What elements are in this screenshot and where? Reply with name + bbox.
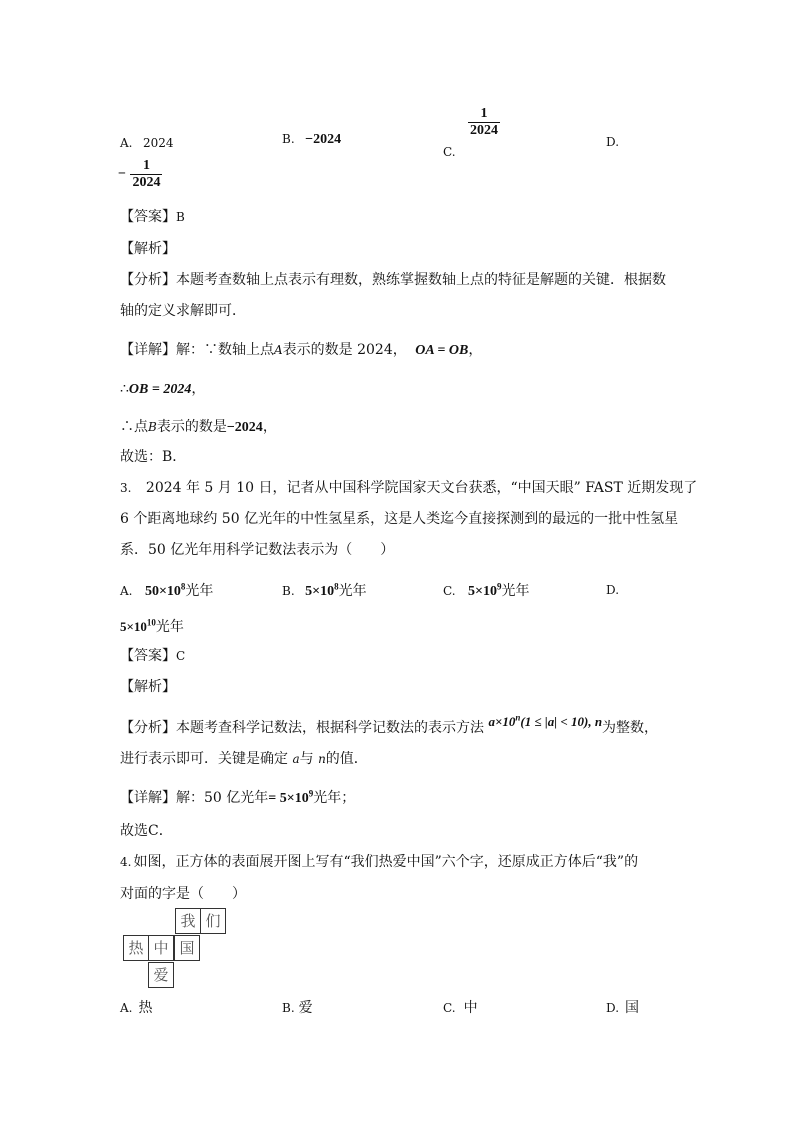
- q3-option-d: [120, 616, 184, 636]
- option-letter: C.: [443, 1001, 456, 1015]
- line-mid: 表示的数是: [156, 419, 227, 435]
- therefore-symbol: ∴: [120, 381, 129, 397]
- stem-text: 如图，正方体的表面展开图上写有“我们热爱中国”六个字，还原成正方体后“我”的: [133, 854, 639, 870]
- exponent: 9: [497, 581, 502, 592]
- fenxi-label: 【分析】: [120, 272, 176, 288]
- q3-conclusion: 故选C．: [120, 823, 173, 839]
- unit: 光年: [155, 619, 184, 635]
- base: 5×10: [120, 619, 147, 634]
- answer-value: C: [176, 649, 186, 663]
- q2-detail-line3: [120, 416, 277, 436]
- net-cell-re: 热: [123, 935, 149, 961]
- question-number: 3.: [120, 481, 132, 495]
- base: 5×10: [305, 584, 335, 599]
- detail-prefix: 解：∵数轴上点: [176, 342, 274, 358]
- exponent: 8: [334, 581, 339, 592]
- fenxi-text: 本题考查科学记数法，根据科学记数法的表示方法: [176, 720, 484, 736]
- equation-oa-ob: OA = OB: [415, 343, 469, 358]
- formula-exponent: n: [515, 712, 521, 723]
- q3-option-d-letter: D.: [606, 583, 620, 597]
- q2-detail-line2: [120, 378, 205, 398]
- net-cell-wo: 我: [175, 908, 201, 934]
- q4-option-c: [443, 997, 478, 1017]
- equation: [268, 788, 314, 806]
- net-cell-men: 们: [200, 908, 226, 934]
- q2-option-d: [118, 158, 162, 191]
- and: 与: [299, 751, 314, 767]
- fenxi-text: 进行表示即可．关键是确定: [120, 751, 288, 767]
- q2-option-d-letter: D.: [606, 135, 620, 149]
- option-letter: A.: [120, 136, 133, 150]
- q2-fenxi-line2: 轴的定义求解即可．: [120, 303, 246, 319]
- q2-option-c: [443, 106, 500, 159]
- comma: ，: [262, 419, 277, 435]
- detail-label: 【详解】: [120, 342, 176, 358]
- fenxi-tail: 为整数，: [602, 720, 659, 736]
- fraction: [130, 158, 162, 191]
- option-value: 国: [625, 1000, 640, 1016]
- option-value: [144, 581, 186, 599]
- q3-analysis-label: 【解析】: [120, 679, 176, 695]
- q2-option-a: [120, 135, 173, 151]
- question-number: 4.: [120, 855, 132, 869]
- base: 5×10: [468, 584, 498, 599]
- option-value: [120, 619, 156, 634]
- q3-stem-line1: [120, 477, 697, 497]
- net-cell-guo: 国: [174, 935, 200, 961]
- option-letter: B.: [282, 584, 295, 598]
- fraction-denominator: 2024: [132, 175, 161, 190]
- formula-base: a×10: [488, 714, 516, 729]
- point-a: A: [274, 343, 283, 357]
- comma: ，: [191, 381, 206, 397]
- q4-option-b: [282, 997, 313, 1017]
- detail-unit: 光年；: [313, 790, 356, 806]
- q2-answer: [120, 206, 185, 226]
- formula-condition: (1 ≤ |a| < 10), n: [520, 714, 603, 729]
- option-value: 爱: [298, 1000, 313, 1016]
- q4-stem-line2: 对面的字是（ ）: [120, 886, 246, 902]
- equation-base: = 5×10: [268, 791, 309, 806]
- q3-option-a: [120, 580, 213, 600]
- unit: 光年: [185, 583, 214, 599]
- net-cell-zhong: 中: [148, 935, 174, 961]
- line-prefix: ∴点: [120, 419, 148, 435]
- fenxi-text: 本题考查数轴上点表示有理数，熟练掌握数轴上点的特征是解题的关键．根据数: [176, 272, 666, 288]
- fraction-numerator: 1: [468, 106, 500, 123]
- detail-mid: 表示的数是 2024，: [282, 342, 407, 358]
- unit: 光年: [501, 583, 530, 599]
- option-letter: B.: [282, 1001, 295, 1015]
- base: 50×10: [144, 584, 181, 599]
- fenxi-label: 【分析】: [120, 720, 176, 736]
- answer-label: 【答案】: [120, 209, 176, 225]
- stem-text: 2024 年 5 月 10 日，记者从中国科学院国家天文台获悉，“中国天眼” FAST 近期发现了: [145, 480, 698, 496]
- q2-analysis-label: 【解析】: [120, 241, 176, 257]
- fraction: [468, 106, 500, 139]
- cube-net-figure: [120, 908, 232, 990]
- q4-stem-line1: [120, 851, 638, 871]
- option-value: [305, 581, 339, 599]
- q4-option-d: [606, 997, 639, 1017]
- comma: ，: [468, 342, 483, 358]
- q3-answer: [120, 645, 185, 665]
- q3-fenxi-line1: [120, 712, 659, 737]
- q4-option-a: [120, 997, 152, 1017]
- option-value: 热: [138, 1000, 153, 1016]
- q3-option-c: [443, 580, 530, 600]
- q2-option-b: [282, 131, 341, 148]
- point-b: B: [148, 420, 157, 434]
- option-letter: A.: [120, 584, 133, 598]
- option-letter: D.: [606, 1001, 620, 1015]
- net-cell-ai: 爱: [148, 962, 174, 988]
- fraction-numerator: 1: [130, 158, 162, 175]
- q3-stem-line3: 系．50 亿光年用科学记数法表示为（ ）: [120, 542, 395, 558]
- option-value: 2024: [142, 136, 174, 150]
- exponent: 10: [146, 617, 156, 628]
- fenxi-text-end: 的值．: [325, 751, 368, 767]
- unit: 光年: [338, 583, 367, 599]
- q3-option-b: [282, 580, 367, 600]
- option-letter: C.: [443, 584, 456, 598]
- option-letter: C.: [443, 144, 456, 159]
- fraction-denominator: 2024: [470, 123, 499, 138]
- detail-label: 【详解】: [120, 790, 176, 806]
- q3-stem-line2: 6 个距离地球约 50 亿光年的中性氢星系，这是人类迄今直接探测到的最远的一批中性氢星: [120, 511, 679, 527]
- var-a: a: [292, 752, 300, 766]
- q3-detail: [120, 787, 355, 807]
- option-value: −2024: [305, 132, 342, 147]
- answer-label: 【答案】: [120, 648, 176, 664]
- q3-fenxi-line2: [120, 748, 368, 768]
- formula: [488, 714, 602, 729]
- option-letter: B.: [282, 132, 295, 146]
- detail-text: 解：50 亿光年: [176, 790, 269, 806]
- option-letter: A.: [120, 1001, 133, 1015]
- var-n: n: [318, 752, 326, 766]
- q2-conclusion: 故选：B．: [120, 449, 187, 465]
- answer-value: B: [176, 210, 185, 224]
- option-value: 中: [463, 1000, 478, 1016]
- value-neg2024: −2024: [226, 420, 263, 435]
- equation-exponent: 9: [308, 788, 314, 799]
- option-value: [468, 581, 502, 599]
- exponent: 8: [180, 581, 186, 592]
- q2-fenxi-line1: [120, 269, 666, 289]
- equation-ob: OB = 2024: [128, 382, 192, 397]
- minus-sign: −: [118, 166, 126, 182]
- q2-detail-line1: [120, 339, 482, 359]
